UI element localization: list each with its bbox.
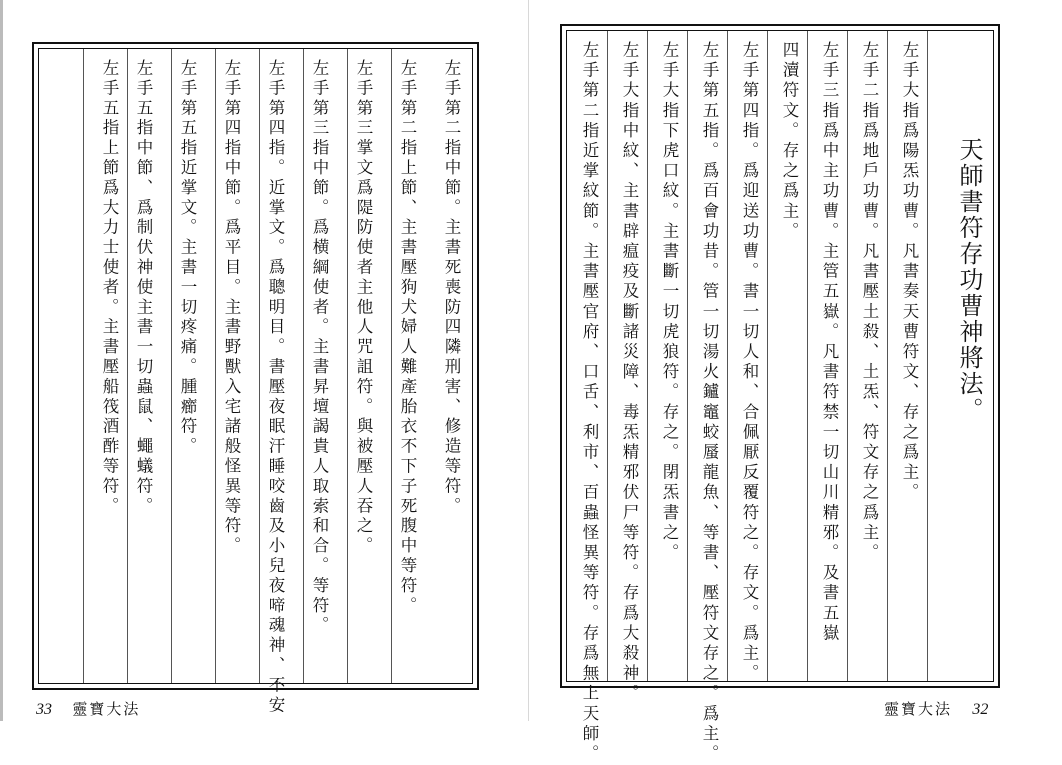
- text-column: 左手五指上節爲大力士使者。主書壓船筏酒酢等符。: [100, 59, 119, 517]
- column-rule: [647, 31, 648, 681]
- column-rule: [607, 31, 608, 681]
- text-column: 左手第二指近掌紋節。主書壓官府、口舌、利市、百蟲怪異等符。存爲無上天師。: [580, 41, 599, 765]
- text-column: 左手第四指中節。爲平目。主書野獸入宅諸般怪異等符。: [222, 59, 241, 557]
- right-page-footer: [884, 698, 988, 719]
- book-spine: [528, 0, 529, 721]
- column-rule: [847, 31, 848, 681]
- text-column: 左手第四指。近掌文。爲聰明目。書壓夜眠汗睡咬齒及小兒夜啼魂神、不安: [266, 59, 285, 716]
- column-rule: [727, 31, 728, 681]
- column-rule: [807, 31, 808, 681]
- text-column: 左手二指爲地戶功曹。凡書壓土殺、土炁、符文存之爲主。: [860, 41, 879, 564]
- text-column: 左手第五指近掌文。主書一切疼痛。腫癤符。: [178, 59, 197, 457]
- page-edge: [0, 0, 3, 721]
- column-rule: [887, 31, 888, 681]
- page-title: 天師書符存功曹神將法。: [955, 137, 983, 423]
- column-rule: [687, 31, 688, 681]
- page-number: 33: [36, 701, 52, 718]
- text-column: 左手第三指中節。爲横綱使者。主書昇壇謁貴人取索和合。等符。: [310, 59, 329, 637]
- text-column: 左手三指爲中主功曹。主管五嶽。凡書符禁一切山川精邪。及書五嶽: [820, 41, 839, 644]
- text-column: 左手第二指中節。主書死喪防四隣刑害、修造等符。: [442, 59, 461, 517]
- text-column: 左手五指中節、爲制伏神使主書一切蟲鼠、蠅蟻符。: [134, 59, 153, 517]
- left-page-footer: [36, 698, 140, 719]
- text-column: 左手第二指上節、主書壓狗犬婦人難產胎衣不下子死腹中等符。: [398, 59, 417, 617]
- text-column: 左手第三掌文爲隄防使者主他人咒詛符。與被壓人吞之。: [354, 59, 373, 557]
- column-rule: [767, 31, 768, 681]
- text-column: 左手大指中紋、主書辟瘟疫及斷諸災障、毒炁精邪伏尸等符。存爲大殺神。: [620, 41, 639, 705]
- running-footer-title: 靈寶大法: [72, 700, 141, 718]
- text-column: 左手大指下虎口紋。主書斷一切虎狼符。存之。閉炁書之。: [660, 41, 679, 564]
- text-column: 左手第四指。爲迎送功曹。書一切人和、合佩厭反覆符之。存文。爲主。: [740, 41, 759, 685]
- text-column: 左手第五指。爲百會功昔。管一切湯火鑪竈蛟蜃龍魚、等書、壓符文存之。爲主。: [700, 41, 719, 765]
- column-rule: [927, 31, 928, 681]
- page-number: 32: [972, 701, 989, 718]
- running-footer-title: 靈寶大法: [884, 700, 953, 718]
- text-column: 左手大指爲陽炁功曹。凡書奏天曹符文、存之爲主。: [900, 41, 919, 504]
- column-rule: [83, 49, 84, 683]
- text-column: 四瀆符文。存之爲主。: [780, 41, 799, 242]
